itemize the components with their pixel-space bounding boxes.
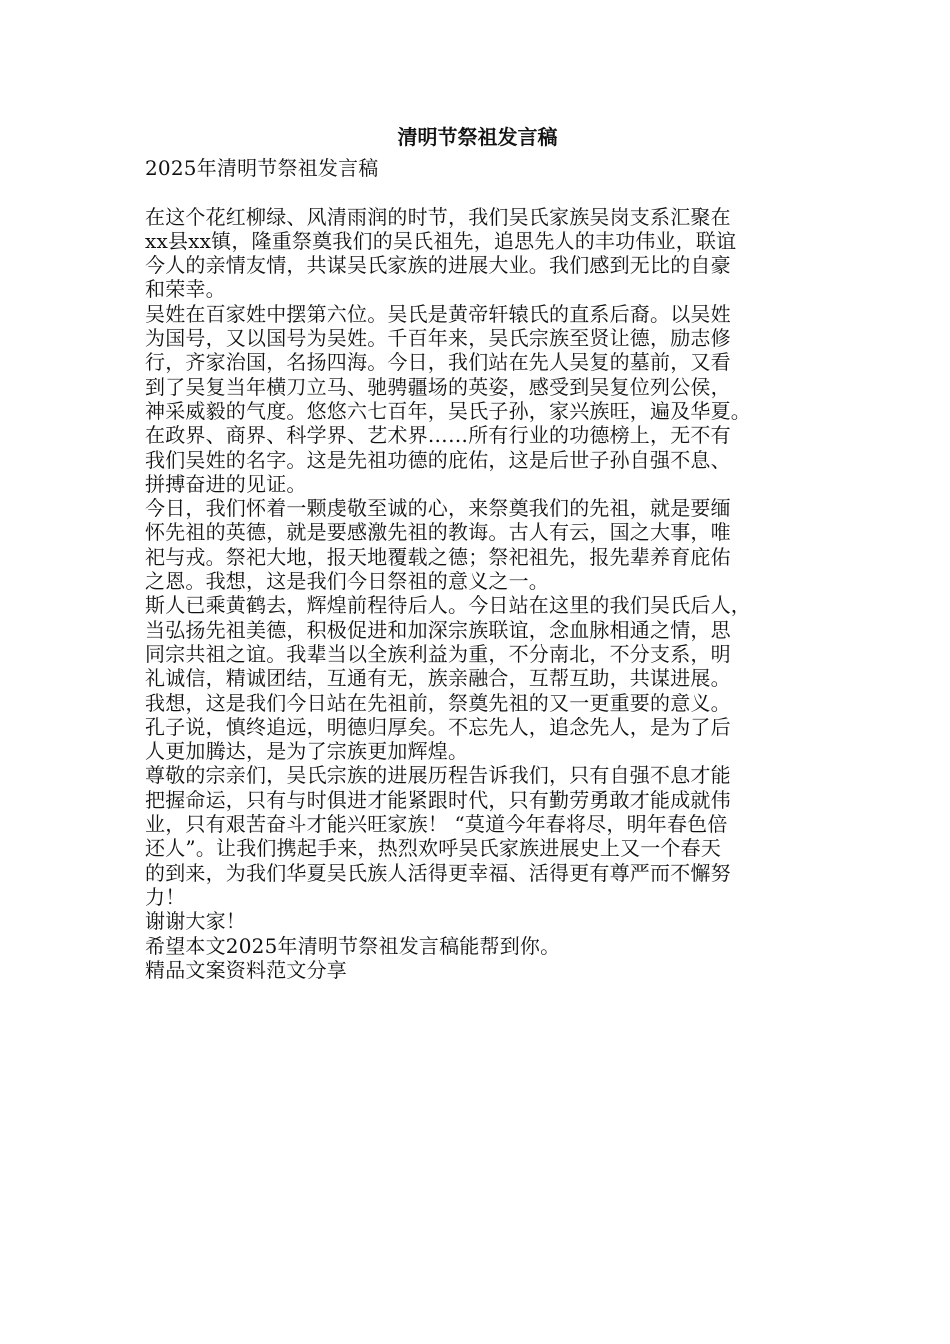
body-line: 怀先祖的英德，就是要感激先祖的教诲。古人有云，国之大事，唯 xyxy=(145,520,731,545)
body-line: 祀与戎。祭祀大地，报天地覆载之德；祭祀祖先，报先辈养育庇佑 xyxy=(145,544,731,569)
body-line: 力！ xyxy=(145,884,186,909)
document-body xyxy=(145,180,810,982)
body-line: 我想，这是我们今日站在先祖前，祭奠先祖的又一更重要的意义。 xyxy=(145,690,731,715)
body-line: 还人”。让我们携起手来，热烈欢呼吴氏家族进展史上又一个春天 xyxy=(145,836,722,861)
body-line: 行，齐家治国，名扬四海。今日，我们站在先人吴复的墓前，又看 xyxy=(145,350,731,375)
body-line: 今日，我们怀着一颗虔敬至诚的心，来祭奠我们的先祖，就是要缅 xyxy=(145,496,731,521)
body-line: 神采威毅的气度。悠悠六七百年，吴氏子孙，家兴族旺，遍及华夏。 xyxy=(145,398,751,423)
body-line: 之恩。我想，这是我们今日祭祖的意义之一。 xyxy=(145,569,549,594)
body-line: 把握命运，只有与时俱进才能紧跟时代，只有勤劳勇敢才能成就伟 xyxy=(145,787,731,812)
body-line: 和荣幸。 xyxy=(145,277,226,302)
document-subtitle: 2025年清明节祭祖发言稿 xyxy=(145,156,379,180)
body-line: 为国号，又以国号为吴姓。千百年来，吴氏宗族至贤让德，励志修 xyxy=(145,326,731,351)
body-line: 今人的亲情友情，共谋吴氏家族的进展大业。我们感到无比的自豪 xyxy=(145,253,731,278)
body-line: 精品文案资料范文分享 xyxy=(145,957,347,982)
document-title: 清明节祭祖发言稿 xyxy=(397,125,558,149)
body-line: 同宗共祖之谊。我辈当以全族利益为重，不分南北，不分支系，明 xyxy=(145,641,731,666)
body-line: 希望本文2025年清明节祭祖发言稿能帮到你。 xyxy=(145,933,561,958)
body-line: 吴姓在百家姓中摆第六位。吴氏是黄帝轩辕氏的直系后裔。以吴姓 xyxy=(145,301,731,326)
body-line: 谢谢大家！ xyxy=(145,909,246,934)
document-page xyxy=(145,118,810,982)
body-line: 拼搏奋进的见证。 xyxy=(145,471,307,496)
body-line: 人更加腾达，是为了宗族更加辉煌。 xyxy=(145,739,469,764)
body-line: 斯人已乘黄鹤去，辉煌前程待后人。今日站在这里的我们吴氏后人， xyxy=(145,593,751,618)
body-line: 我们吴姓的名字。这是先祖功德的庇佑，这是后世子孙自强不息、 xyxy=(145,447,731,472)
body-line: 在政界、商界、科学界、艺术界……所有行业的功德榜上，无不有 xyxy=(145,423,731,448)
body-line: 礼诚信，精诚团结，互通有无，族亲融合，互帮互助，共谋进展。 xyxy=(145,666,731,691)
body-line: 尊敬的宗亲们，吴氏宗族的进展历程告诉我们，只有自强不息才能 xyxy=(145,763,731,788)
body-line: 业，只有艰苦奋斗才能兴旺家族！ “莫道今年春将尽，明年春色倍 xyxy=(145,812,728,837)
body-line: 当弘扬先祖美德，积极促进和加深宗族联谊，念血脉相通之情，思 xyxy=(145,617,731,642)
body-line: 到了吴复当年横刀立马、驰骋疆场的英姿，感受到吴复位列公侯， xyxy=(145,374,731,399)
body-line: 在这个花红柳绿、风清雨润的时节，我们吴氏家族吴岗支系汇聚在 xyxy=(145,204,731,229)
blank-line xyxy=(145,180,810,204)
body-line: 孔子说，慎终追远，明德归厚矣。不忘先人，追念先人，是为了后 xyxy=(145,714,731,739)
body-line: xx县xx镇，隆重祭奠我们的吴氏祖先，追思先人的丰功伟业，联谊 xyxy=(145,228,737,253)
body-line: 的到来，为我们华夏吴氏族人活得更幸福、活得更有尊严而不懈努 xyxy=(145,860,731,885)
